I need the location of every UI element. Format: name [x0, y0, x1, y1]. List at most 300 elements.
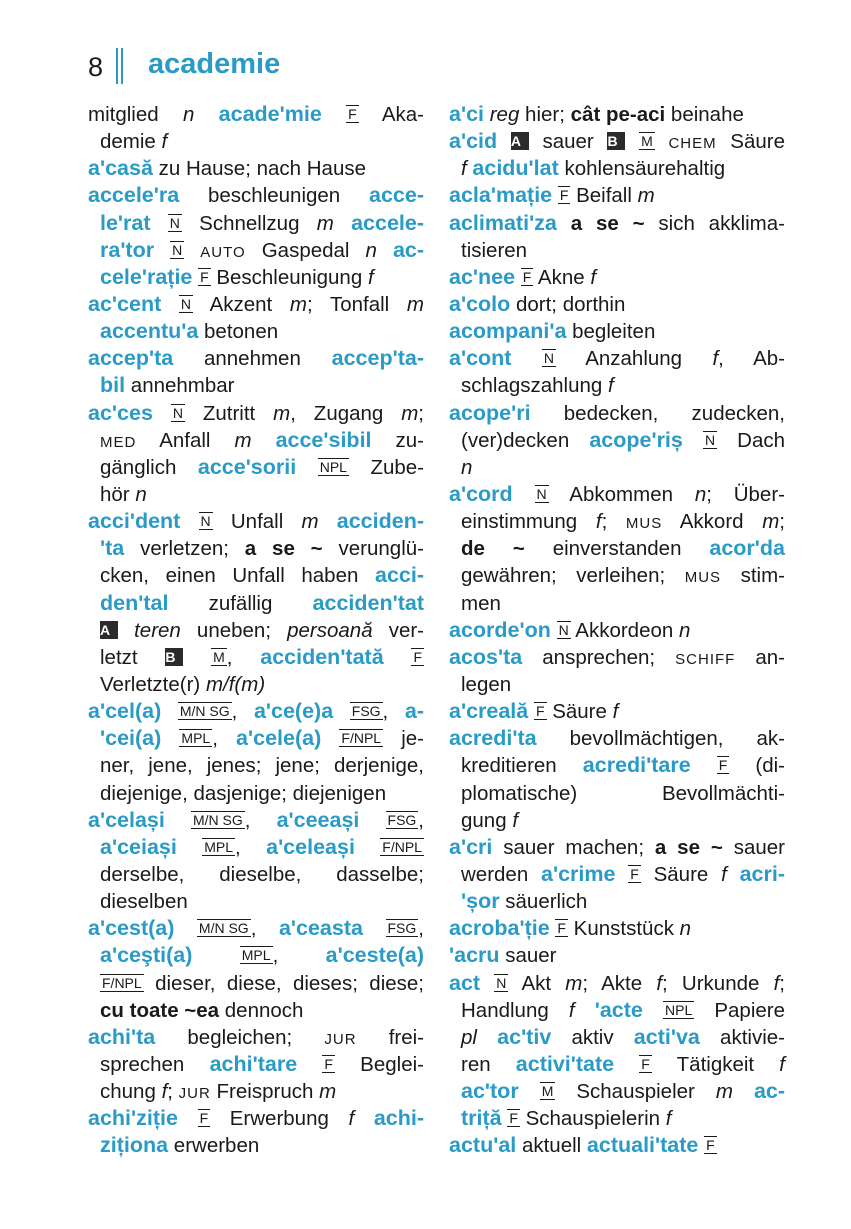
text-run: Säure: [640, 862, 722, 886]
grammar-tag: NPL: [665, 1001, 693, 1018]
headword: actu'al: [449, 1133, 517, 1158]
italic-text: m: [406, 292, 424, 316]
headword: acidu'lat: [472, 156, 559, 181]
text-run: kreditieren: [461, 754, 583, 778]
headword: a'cri: [449, 834, 493, 859]
text-run: chung: [100, 1080, 162, 1104]
text-run: mitglied: [88, 103, 183, 126]
headword: acciden-: [336, 509, 424, 534]
headword: activi'tate: [515, 1051, 615, 1076]
text-run: dort; dorthin: [510, 292, 626, 316]
text-run: [333, 700, 350, 723]
label-abbrev: MED: [100, 433, 137, 451]
guide-word: academie: [148, 48, 281, 80]
grammar-tag: FSG: [387, 920, 417, 937]
grammar-tag: N: [172, 241, 183, 258]
headword: a'cid: [449, 129, 498, 154]
entry-line: [88, 752, 424, 779]
text-run: gewähren; verleihen;: [461, 564, 685, 588]
entry-line: [88, 454, 424, 481]
text-run: sprechen: [100, 1052, 210, 1076]
italic-text: n: [678, 618, 691, 642]
text-run: bedecken, zudecken,: [530, 401, 785, 425]
entry-line: [449, 752, 785, 779]
entry-line: [88, 508, 424, 535]
entry-line: [449, 1078, 785, 1105]
headword: a'cel(a): [88, 699, 162, 724]
headword: acredi'tare: [582, 753, 691, 778]
text-run: [733, 1080, 754, 1103]
text-run: begleichen;: [155, 1025, 325, 1049]
text-run: einverstanden: [524, 537, 710, 561]
grammar-tag: M/N SG: [198, 920, 249, 937]
headword: ac'ces: [88, 400, 153, 425]
headword: accep'ta: [88, 346, 174, 371]
entry-line: [88, 481, 424, 508]
text-run: [180, 510, 198, 533]
text-run: ,: [418, 917, 424, 941]
entry-line: [449, 128, 785, 155]
italic-text: m: [401, 401, 419, 425]
entry-line: [88, 888, 424, 915]
text-run: [183, 646, 211, 669]
sense-box: B: [165, 648, 183, 666]
headword: acci'dent: [88, 509, 181, 534]
text-run: [519, 1080, 540, 1103]
text-run: demie: [100, 130, 162, 154]
text-run: begleiten: [566, 320, 656, 344]
entry-line: [449, 644, 785, 671]
headword: acroba'ție: [449, 916, 550, 941]
entry-line: [88, 834, 424, 861]
entry-line: [88, 400, 424, 427]
text-run: [192, 944, 239, 967]
text-run: aktivie-: [699, 1025, 785, 1049]
entry-line: [88, 291, 424, 318]
text-run: Schauspieler: [555, 1080, 716, 1104]
italic-text: m: [715, 1080, 733, 1104]
text-run: ,: [382, 700, 405, 724]
text-run: [643, 999, 663, 1022]
headword: a'colo: [449, 291, 511, 316]
text-run: ,: [250, 917, 279, 941]
grammar-tag: N: [558, 621, 569, 638]
headword: acce-: [369, 183, 424, 208]
text-run: zufällig: [168, 591, 313, 615]
entry-line: [449, 888, 785, 915]
headword: acos'ta: [449, 644, 523, 669]
entry-line: [88, 1024, 424, 1051]
entry-line: [449, 861, 785, 888]
text-run: legen: [461, 672, 512, 696]
text-run: [655, 130, 669, 153]
text-run: ner, jene, jenes; jene; derjenige,: [100, 754, 424, 778]
headword: ac-: [392, 237, 425, 262]
text-run: [296, 456, 318, 479]
text-run: [614, 1053, 639, 1076]
grammar-tag: F: [324, 1055, 333, 1072]
grammar-tag: F: [559, 187, 569, 204]
text-run: (ver)decken: [461, 428, 590, 452]
grammar-tag: F: [557, 920, 566, 937]
headword: le'rat: [100, 210, 151, 235]
text-run: an-: [735, 645, 785, 669]
text-run: [161, 700, 178, 723]
text-run: ;: [779, 510, 785, 534]
text-run: [359, 809, 385, 832]
entry-line: [88, 861, 424, 888]
headword: a'celași: [88, 807, 165, 832]
text-run: [377, 239, 393, 262]
entry-line: [449, 970, 785, 997]
text-run: Akzent: [193, 292, 290, 316]
headword: acri-: [739, 861, 785, 886]
text-run: [557, 212, 571, 235]
headword: acce'sorii: [197, 454, 297, 479]
entry-line: [88, 237, 424, 264]
italic-text: reg: [489, 103, 520, 126]
italic-text: f: [590, 265, 597, 289]
text-run: [297, 1053, 322, 1076]
italic-text: f: [367, 265, 374, 289]
text-run: ; Tonfall: [306, 292, 407, 316]
text-run: sich akklima-: [644, 211, 785, 235]
text-run: Schnellzug: [181, 211, 317, 235]
text-run: cken, einen Unfall haben: [100, 564, 375, 588]
text-run: ansprechen;: [522, 645, 676, 669]
entry-line: [449, 237, 785, 264]
italic-text: f: [595, 510, 602, 534]
text-run: [321, 727, 339, 750]
headword: accele'ra: [88, 183, 180, 208]
headword: acade'mie: [218, 102, 322, 126]
text-run: [153, 402, 171, 425]
text-run: [615, 863, 628, 886]
entry-line: [449, 1132, 785, 1159]
left-column: [88, 101, 424, 1159]
headword: ziționa: [100, 1133, 169, 1158]
italic-text: f: [161, 1080, 168, 1104]
bold-phrase: cu toate ~ea: [100, 998, 220, 1022]
italic-text: f: [568, 998, 575, 1022]
entry-line: [449, 264, 785, 291]
grammar-tag: F: [641, 1055, 650, 1072]
headword: acce'sibil: [275, 427, 372, 452]
entry-line: [88, 807, 424, 834]
text-run: kohlensäurehaltig: [558, 157, 726, 181]
text-run: betonen: [198, 320, 279, 344]
italic-text: m: [637, 184, 655, 208]
grammar-tag: N: [169, 214, 180, 231]
headword: acredi'ta: [449, 726, 537, 751]
text-run: Papiere: [694, 998, 786, 1022]
headword: achi'tare: [209, 1051, 298, 1076]
headword: 'acte: [594, 997, 643, 1022]
text-run: letzt: [100, 645, 166, 669]
entry-line: [449, 617, 785, 644]
entry-line: [88, 427, 424, 454]
headword: a'cont: [449, 346, 512, 371]
text-run: Schauspielerin: [519, 1107, 666, 1131]
label-abbrev: SCHIFF: [675, 650, 736, 668]
label-abbrev: AUTO: [200, 243, 246, 261]
text-run: Unfall: [212, 510, 302, 534]
headword: accentu'a: [100, 319, 199, 344]
text-run: Tätigkeit: [651, 1052, 780, 1076]
text-run: ,: [226, 645, 261, 669]
headword: a'ceste(a): [325, 943, 424, 968]
sense-box: A: [100, 621, 118, 639]
text-run: [477, 1026, 497, 1049]
text-run: aktiv: [551, 1025, 634, 1049]
headword: acla'mație: [449, 183, 553, 208]
headword: a'ci: [449, 102, 485, 126]
text-run: Zutritt: [184, 401, 274, 425]
italic-text: m/f(m): [205, 672, 266, 696]
italic-text: f: [161, 130, 168, 154]
text-run: [161, 727, 179, 750]
italic-text: f: [512, 808, 519, 832]
entry-line: [88, 644, 424, 671]
entry-line: [449, 508, 785, 535]
headword: a-: [404, 699, 424, 724]
entry-line: [88, 617, 424, 644]
headword: aclimati'za: [449, 210, 557, 235]
entry-line: [449, 1105, 785, 1132]
text-run: , Ab-: [718, 347, 785, 371]
text-run: ;: [601, 510, 626, 534]
headword: a'ce(e)a: [253, 699, 334, 724]
headword: actuali'tate: [586, 1133, 699, 1158]
text-run: Kunststück: [567, 917, 680, 941]
text-run: [683, 429, 703, 452]
grammar-tag: F: [200, 268, 209, 285]
grammar-tag: MPL: [204, 838, 234, 855]
text-run: men: [461, 591, 501, 615]
grammar-tag: F/NPL: [341, 730, 382, 747]
text-run: [497, 130, 511, 153]
headword: achi'ta: [88, 1024, 156, 1049]
label-abbrev: JUR: [324, 1030, 357, 1048]
text-run: stim-: [721, 564, 785, 588]
entry-line: [449, 535, 785, 562]
text-run: Freispruch: [210, 1080, 320, 1104]
text-run: verletzen;: [124, 537, 245, 561]
text-run: ;: [167, 1080, 179, 1104]
label-abbrev: MUS: [625, 515, 663, 533]
headword: acope'riș: [589, 427, 683, 452]
text-run: ; Urkunde: [662, 971, 774, 995]
entry-line: [449, 101, 785, 128]
entry-line: [449, 590, 785, 617]
entry-line: [449, 834, 785, 861]
text-run: ren: [461, 1052, 516, 1076]
label-abbrev: MUS: [684, 569, 722, 587]
text-run: [165, 809, 191, 832]
italic-text: f: [461, 157, 467, 181]
headword: a'casă: [88, 156, 153, 181]
text-run: Gaspedal: [245, 238, 366, 262]
italic-text: n: [365, 238, 377, 262]
text-run: gänglich: [100, 455, 198, 479]
headword: a'crime: [541, 861, 616, 886]
italic-text: teren: [134, 618, 181, 642]
label-abbrev: CHEM: [668, 135, 717, 153]
italic-text: n: [461, 455, 473, 479]
italic-text: f: [665, 1107, 672, 1131]
text-run: [161, 293, 179, 316]
italic-text: f: [348, 1107, 355, 1131]
text-run: zu Hause; nach Hause: [152, 157, 367, 181]
text-run: ,: [418, 808, 424, 832]
text-run: derselbe, dieselbe, dasselbe;: [100, 862, 424, 886]
text-run: werden: [461, 862, 542, 886]
headword: cele'rație: [100, 264, 193, 289]
grammar-tag: F: [535, 703, 545, 720]
entry-line: [449, 481, 785, 508]
text-run: sauer: [528, 130, 608, 154]
entry-line: [449, 454, 785, 481]
italic-text: m: [762, 510, 780, 534]
headword: act: [449, 970, 481, 995]
text-run: [363, 917, 386, 940]
text-run: tisieren: [461, 238, 528, 262]
label-abbrev: JUR: [178, 1085, 211, 1103]
italic-text: f: [712, 347, 719, 371]
entry-line: [88, 942, 424, 969]
entry-line: [88, 725, 424, 752]
grammar-tag: FSG: [387, 811, 417, 828]
headword: 'acru: [449, 943, 500, 968]
text-run: Beglei-: [334, 1052, 424, 1076]
text-run: [513, 483, 535, 506]
grammar-tag: F: [522, 268, 532, 285]
entry-line: [449, 780, 785, 807]
text-run: [177, 836, 202, 859]
grammar-tag: M/N SG: [192, 811, 243, 828]
headword: a'cele(a): [236, 726, 322, 751]
text-run: Zube-: [348, 455, 424, 479]
entry-line: [449, 182, 785, 209]
text-run: einstimmung: [461, 510, 596, 534]
headword: ac-: [753, 1079, 786, 1104]
grammar-tag: F: [413, 648, 422, 665]
text-run: säuerlich: [499, 890, 588, 914]
headword: den'tal: [100, 590, 169, 615]
italic-text: f: [779, 1052, 785, 1076]
bold-phrase: cât pe-aci: [570, 103, 666, 126]
header-divider: [116, 48, 118, 84]
entry-line: [449, 210, 785, 237]
italic-text: m: [316, 211, 334, 235]
headword: ra'tor: [100, 237, 155, 262]
grammar-tag: N: [536, 485, 547, 502]
grammar-tag: M: [541, 1083, 554, 1100]
entry-line: [88, 997, 424, 1024]
grammar-tag: M: [213, 648, 225, 665]
entry-line: [449, 400, 785, 427]
text-run: ,: [231, 700, 254, 724]
text-run: ,: [235, 835, 267, 859]
entry-line: [88, 318, 424, 345]
text-run: Säure: [546, 700, 613, 724]
entry-line: [88, 1132, 424, 1159]
headword: acompani'a: [449, 319, 567, 344]
headword: 'șor: [461, 889, 500, 914]
headword: a'cord: [449, 481, 513, 506]
grammar-tag: F: [509, 1110, 518, 1127]
headword: acciden'tat: [312, 590, 424, 615]
text-run: Aka-: [358, 103, 424, 126]
entry-line: [88, 535, 424, 562]
headword: 'ta: [100, 536, 125, 561]
text-run: Beifall: [570, 184, 638, 208]
sense-box: A: [511, 132, 529, 150]
bold-phrase: de ~: [461, 537, 525, 561]
entry-line: [449, 698, 785, 725]
entry-line: [88, 210, 424, 237]
text-run: [334, 212, 351, 235]
headword: a'ceiași: [100, 834, 177, 859]
headword: achi'ziție: [88, 1106, 178, 1131]
text-run: Beschleunigung: [210, 265, 368, 289]
entry-line: [88, 970, 424, 997]
entry-line: [449, 997, 785, 1024]
entry-line: [88, 1105, 424, 1132]
text-run: [154, 239, 170, 262]
text-run: Anfall: [136, 428, 235, 452]
entry-line: [449, 345, 785, 372]
grammar-tag: F/NPL: [102, 974, 142, 991]
text-run: [575, 999, 595, 1022]
text-run: [727, 863, 740, 886]
bold-phrase: a se ~: [570, 211, 645, 235]
entry-line: [88, 182, 424, 209]
text-run: [625, 130, 639, 153]
text-run: sauer: [722, 835, 785, 859]
text-run: Akkord: [662, 510, 763, 534]
italic-text: n: [135, 482, 147, 506]
entry-line: [88, 372, 424, 399]
entry-line: [449, 942, 785, 969]
text-run: Anzahlung: [555, 347, 713, 371]
grammar-tag: MPL: [181, 730, 211, 747]
italic-text: f: [773, 971, 780, 995]
entry-line: [88, 264, 424, 291]
text-run: ; Über-: [706, 482, 785, 506]
entry-line: [88, 155, 424, 182]
entry-line: [88, 1051, 424, 1078]
italic-text: n: [182, 103, 195, 126]
italic-text: m: [565, 971, 583, 995]
text-run: [355, 836, 380, 859]
headword: acti'va: [633, 1024, 700, 1049]
text-run: [174, 917, 197, 940]
text-run: [184, 239, 200, 262]
text-run: gung: [461, 808, 513, 832]
italic-text: n: [694, 482, 707, 506]
text-run: [511, 347, 541, 370]
sense-box: B: [607, 132, 625, 150]
text-run: dieselben: [100, 890, 188, 914]
text-run: je-: [383, 727, 424, 751]
text-run: (di-: [729, 754, 785, 778]
grammar-tag: MPL: [241, 947, 271, 964]
headword: ac'nee: [449, 264, 516, 289]
grammar-tag: N: [704, 431, 716, 448]
entry-line: [88, 345, 424, 372]
text-run: Verletzte(r): [100, 672, 206, 696]
